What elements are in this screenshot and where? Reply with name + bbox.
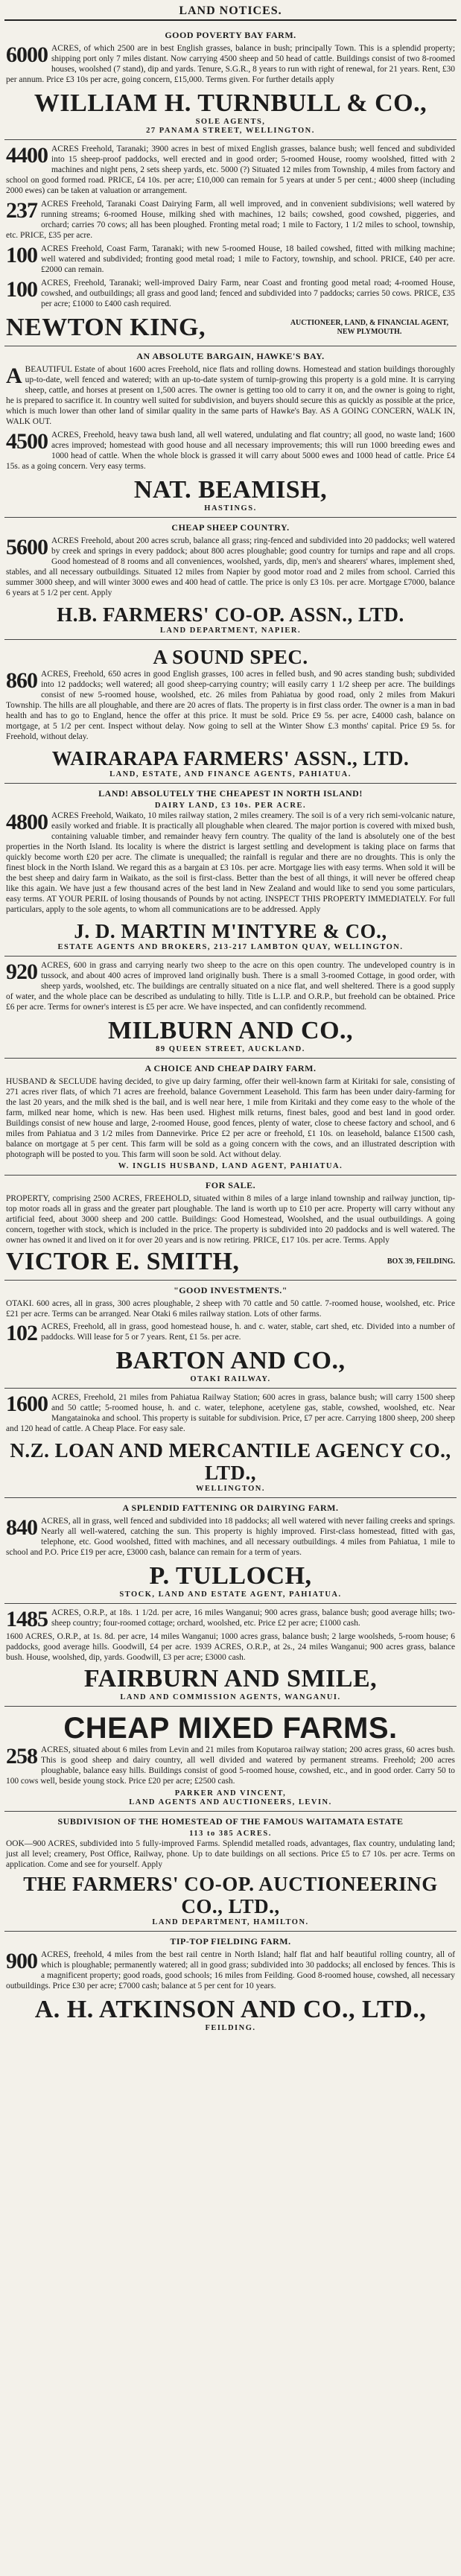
ad-mixed-farms bbox=[4, 1707, 457, 1812]
ad-cheap-sheep bbox=[4, 518, 457, 640]
lead-number: 100 bbox=[6, 277, 37, 302]
ad-title: CHEAP MIXED FARMS. bbox=[63, 1712, 398, 1745]
lead-number: 900 bbox=[6, 1949, 37, 1973]
ad-headline: GOOD POVERTY BAY FARM. bbox=[165, 30, 296, 40]
ad-text: ACRES, of which 2500 are in best English grasses, balance in bush; principally Town. This is a splendid property; shipping port only 7 miles distant. Now carrying 4500 sheep and 50 head of cattle. Buildings consist of two 8-roomed houses, woolshed (7 stand), dip and yards. Tenure, S.G.R., 8 years to run with right of renewal, for 21 years. Rent, £30 per annum. Price £3 10s per acre, going concern, £15,000. Terms given. For further details apply bbox=[6, 44, 455, 84]
agent-address: LAND, ESTATE, AND FINANCE AGENTS, PAHIATUA. bbox=[109, 770, 352, 778]
ad-feilding-farm bbox=[4, 1932, 457, 2037]
ad-nz-loan bbox=[4, 1389, 457, 1498]
ad-paragraph bbox=[6, 1392, 455, 1434]
agent-plain: W. INGLIS HUSBAND, LAND AGENT, PAHIATUA. bbox=[118, 1162, 343, 1170]
agent-row bbox=[6, 314, 455, 341]
agent-address: LAND AGENTS AND AUCTIONEERS, LEVIN. bbox=[129, 1798, 332, 1806]
agent-name: THE FARMERS' CO-OP. AUCTIONEERING CO., LTD., bbox=[23, 1873, 438, 1917]
agent-name: N.Z. LOAN AND MERCANTILE AGENCY CO., LTD., bbox=[10, 1439, 451, 1484]
ad-headline: FOR SALE. bbox=[205, 1180, 256, 1190]
agent-address: ESTATE AGENTS AND BROKERS, 213-217 LAMBTON QUAY, WELLINGTON. bbox=[57, 943, 404, 951]
agent-address: FEILDING. bbox=[205, 2024, 256, 2032]
ad-dairy-farm bbox=[4, 1059, 457, 1176]
ad-paragraph: PROPERTY, comprising 2500 ACRES, FREEHOLD, situated within 8 miles of a large inland township and railway junction, tip-top motor roads all in grass and the greater part ploughable. The land is worth up to £10 per acre. Property will carry without any artificial feed, about 3000 sheep and 200 cattle. Buildings: Good Homestead, Woolshed, and the usual outbuildings. A going concern, together with stock, which is included in the price. The property is subdivided into 20 paddocks and is well watered. The owner has owned it and lived on it for over 20 years and is now retiring. PRICE, £17 10s. per acre. Terms. Apply bbox=[6, 1194, 455, 1245]
ad-hawkes-bay bbox=[4, 346, 457, 518]
agent-description: BOX 39, FEILDING. bbox=[387, 1257, 455, 1266]
lead-number: 920 bbox=[6, 959, 37, 984]
ad-paragraph bbox=[6, 1607, 455, 1631]
agent-address: 27 PANAMA STREET, WELLINGTON. bbox=[146, 127, 315, 135]
ad-text: ACRES, Freehold, all in grass, good homestead house, h. and c. water, stable, cart shed, etc. Divided into a number of paddocks. Will lease for 5 or 7 years. Rent, £1 5s. per acre. bbox=[41, 1322, 455, 1342]
ad-text: ACRES, situated about 6 miles from Levin and 21 miles from Koputaroa railway station; 200 acres grass, 60 acres bush. This is good sheep and dairy country, all well divided and watered by permanent streams. Freehold; 200 acres ploughable, balance easy hills. Buildings consist of good 5-roomed house, cowshed, etc., and in good order. Carry 50 to 100 cows well, beside young stock. Price £20 per acre; £2500 cash. bbox=[6, 1745, 455, 1786]
ad-headline: A SPLENDID FATTENING OR DAIRYING FARM. bbox=[122, 1503, 339, 1513]
ad-text: ACRES, Freehold, Taranaki; well-improved Dairy Farm, near Coast and fronting good metal road; 4-roomed House, cowshed, and outbuildings; all grass and good land; fenced and subdivided into 7 paddocks; carries 50 cows. PRICE, £35 per acre; £1000 to £400 cash required. bbox=[41, 279, 455, 308]
agent-name: VICTOR E. SMITH, bbox=[6, 1248, 240, 1275]
ad-paragraph bbox=[6, 1745, 455, 1786]
agent-name: BARTON AND CO., bbox=[115, 1347, 346, 1374]
ad-paragraph bbox=[6, 43, 455, 85]
ad-paragraph bbox=[6, 1950, 455, 1991]
ad-headline: SUBDIVISION OF THE HOMESTEAD OF THE FAMOUS WAITAMATA ESTATE bbox=[57, 1816, 404, 1827]
lead-number: 237 bbox=[6, 198, 37, 223]
agent-address: STOCK, LAND AND ESTATE AGENT, PAHIATUA. bbox=[119, 1590, 342, 1599]
agent-address: 89 QUEEN STREET, AUCKLAND. bbox=[156, 1045, 305, 1053]
ad-paragraph bbox=[6, 669, 455, 742]
ad-text: ACRES, freehold, 4 miles from the best rail centre in North Island; half flat and half beautiful rolling country, all of which is ploughable; permanently watered; all in good grass; subdivided into 30 paddocks; all enclosed by fences. This is a magnificent property; good roads, good schools; 16 miles from Feilding. Good 8-roomed house, cowshed, all necessary outbuildings. Price £30 per acre; £7000 cash; balance at 5 per cent for 10 years. bbox=[6, 1950, 455, 1990]
agent-name: NEWTON KING, bbox=[6, 314, 206, 341]
ad-headline: AN ABSOLUTE BARGAIN, HAWKE'S BAY. bbox=[136, 351, 325, 361]
ad-text: ACRES Freehold, about 200 acres scrub, balance all grass; ring-fenced and subdivided into 20 paddocks; well watered by creek and springs in every paddock; about 800 acres ploughable; good country for turnips and rape and all crops. Good homestead of 8 rooms and all conveniences, woolshed, yards, dip, men's and shearers' whares, implement shed, stables, and all necessary outbuildings. Situated 12 miles from Napier by good motor road and 2 miles from school. Carried this summer 3000 sheep, and will winter 3000 ewes and 400 head of cattle. The price is only £3 10s. per acre. Mortgage £7000, balance 6 years at 5 1/2 per cent. Apply bbox=[6, 536, 455, 597]
ad-text: ACRES Freehold, Waikato, 10 miles railway station, 2 miles creamery. The soil is of a very rich semi-volcanic nature, easily worked and friable. It is practically all ploughable when cleared. The major portion is covered with mixed bush, containing valuable timber, and remainder heavy fern country. The quality of the land is absolutely one of the best properties in the North Island. Its locality is where the district is largest settling and development is taking place on farms that quickly become worth £20 per acre. The climate is unequalled; the rainfall is regular and there are no droughts. This is only the finest block in the North Island. We regard this as a bargain at £3 10s. per acre. Mortgage lies with easy terms. When sold it will be the best sheep and dairy farm in Waikato, as the soil is first-class. Better than the best of all things, it will never be offered cheap like this again. We have just a few thousand acres of the best land in New Zealand and would like to send you some particulars, easy terms. AT YOUR PERIL of losing thousands of Pounds by not acting. INSPECT THIS PROPERTY IMMEDIATELY. For full particulars, apply to the sole agents, to whom all communications are to be addressed. Apply bbox=[6, 811, 455, 914]
ad-headline: TIP-TOP FIELDING FARM. bbox=[170, 1936, 291, 1947]
ad-paragraph bbox=[6, 960, 455, 1012]
agent-address: HASTINGS. bbox=[204, 504, 257, 513]
lead-number: 840 bbox=[6, 1515, 37, 1540]
ad-paragraph bbox=[6, 430, 455, 472]
ad-paragraph bbox=[6, 1516, 455, 1558]
ad-paragraph bbox=[6, 364, 455, 427]
ad-headline: LAND! ABSOLUTELY THE CHEAPEST IN NORTH ISLAND! bbox=[98, 788, 363, 799]
ad-text: ACRES, O.R.P., at 18s. 1 1/2d. per acre, 16 miles Wanganui; 900 acres grass, balance bush; good average hills; two-sheep country; four-roomed cottage; orchard, woolshed, etc. Price £2 per acre; £1000 cash. bbox=[51, 1608, 455, 1628]
ad-paragraph: OTAKI. 600 acres, all in grass, 300 acres ploughable, 2 sheep with 70 cattle and 50 cattle. 7-roomed house, woolshed, etc. Price £21 per acre. Terms can be arranged. Near Otaki 6 miles railway station. Lots of other farms. bbox=[6, 1299, 455, 1319]
ad-subhead: DAIRY LAND, £3 10s. PER ACRE. bbox=[154, 802, 307, 810]
ad-text: ACRES, Freehold, heavy tawa bush land, all well watered, undulating and flat country; all good, no waste land; 1600 acres improved; homestead with good house and all necessary improvements; this will run 1000 breeding ewes and 1000 head of cattle. When the whole block is grassed it will carry about 5000 ewes and 1000 head of cattle. Price £4 15s. as a going concern. Very easy terms. bbox=[6, 431, 455, 471]
ad-paragraph: HUSBAND & SECLUDE having decided, to give up dairy farming, offer their well-known farm at Kiritaki for sale, consisting of 271 acres river flats, of which 71 acres are freehold, balance Government Leasehold. This farm has been under dairy-farming for the last 20 years, and the milk shed is the bail, and is well near here, 1 mile from Kiritaki and they come easy to the whole of the farm, milked near home, which is new. Has been used. Highest milk returns, finest bales, good and best land in good order. Buildings consist of new house and large, 2-roomed House, good fences, plenty of water, close to cheese factory and school, and 6 miles from Pahiatua and 3 1/2 miles from Dannevirke. Price £2 per acre or freehold, £1 10s. on leasehold, balance £1500 cash, balance on mortgage at 5 per cent. This farm will be sold as a going concern with the cows, and an illustrated description with photograph will be posted to you. This farm will soon be sold. Act without delay. bbox=[6, 1077, 455, 1159]
ad-poverty-bay bbox=[4, 25, 457, 140]
agent-name: WILLIAM H. TURNBULL & CO., bbox=[34, 89, 427, 117]
ad-headline: A CHOICE AND CHEAP DAIRY FARM. bbox=[144, 1063, 317, 1073]
lead-number: 258 bbox=[6, 1744, 37, 1768]
agent-name: NAT. BEAMISH, bbox=[133, 476, 328, 504]
ad-milburn bbox=[4, 957, 457, 1059]
lead-number: 1485 bbox=[6, 1607, 48, 1631]
ad-text: ACRES, 600 in grass and carrying nearly two sheep to the acre on this open country. The undeveloped country is in tussock, and about 400 acres of improved land originally bush. There is a small 3-roomed Cottage, in good order, with sheep yards, woolshed, etc. The buildings are centrally situated on a nice flat, and well sheltered. There is a good supply of water, and the whole place can be described as undulating to hilly. Title is L.I.P. and O.R.P., but freehold can be obtained. Price £6 per acre. Terms for owner's interest is £5 per acre. We have inspected, and can confidently recommend. bbox=[6, 961, 455, 1012]
agent-name: MILBURN AND CO., bbox=[107, 1017, 354, 1044]
ad-headline-large: A SOUND SPEC. bbox=[153, 646, 308, 668]
lead-number: 4800 bbox=[6, 810, 48, 834]
lead-number: 5600 bbox=[6, 535, 48, 559]
agent-address: LAND AND COMMISSION AGENTS, WANGANUI. bbox=[120, 1693, 341, 1701]
ad-paragraph bbox=[6, 144, 455, 196]
agent-name: WAIRARAPA FARMERS' ASSN., LTD. bbox=[51, 747, 410, 770]
ad-headline: "GOOD INVESTMENTS." bbox=[174, 1285, 287, 1295]
ad-good-investments bbox=[4, 1281, 457, 1389]
ad-paragraph: OOK—900 ACRES, subdivided into 5 fully-improved Farms. Splendid metalled roads, advantages, flax country, undulating land; just all level; creamery, Post Office, Railway, phone. Up to date buildings on all sections. Price £5 to £7 10s. per acre. Terms on application. Come and see for yourself. Apply bbox=[6, 1839, 455, 1869]
agent-sub: SOLE AGENTS, bbox=[195, 118, 266, 126]
ad-paragraph: 1600 ACRES, O.R.P., at 1s. 8d. per acre, 14 miles Wanganui; 1000 acres grass, balance bush; 2 large woolsheds, 5-room house; 6 paddocks, good average hills. Goodwill, £4 per acre. 1939 ACRES, O.R.P., at 2s., 24 miles Wanganui; 900 acres grass, balance bush. House, woolshed, dip, yards. Goodwill, £3 per acre; £3000 cash. bbox=[6, 1632, 455, 1662]
agent-name: P. TULLOCH, bbox=[149, 1562, 312, 1590]
lead-number: 100 bbox=[6, 243, 37, 267]
agent-name: PARKER AND VINCENT, bbox=[174, 1789, 287, 1798]
agent-name: A. H. ATKINSON AND CO., LTD., bbox=[34, 1996, 427, 2023]
ad-wanganui bbox=[4, 1604, 457, 1707]
agent-name: H.B. FARMERS' CO-OP. ASSN., LTD. bbox=[57, 603, 404, 626]
ad-paragraph bbox=[6, 244, 455, 275]
ad-text: ACRES, all in grass, well fenced and subdivided into 18 paddocks; all well watered with never failing creeks and springs. Nearly all well-watered, catching the sun. This property is highly improved. First-class homestead, fitted with gas, telephone, etc. Good woolshed, fitted with machines, and all necessary outbuildings. 4 miles from Pahiatua, 1 mile to school and P.O. Price £19 per acre, £3000 cash, balance can remain for a term of years. bbox=[6, 1517, 455, 1557]
ad-headline: CHEAP SHEEP COUNTRY. bbox=[171, 522, 290, 533]
ad-north-island bbox=[4, 784, 457, 957]
ad-waitamata-estate bbox=[4, 1812, 457, 1932]
ad-text: ACRES Freehold, Coast Farm, Taranaki; with new 5-roomed House, 18 bailed cowshed, fitted with milking machine; well watered and subdivided; fronting good metal road; 1 mile to Factory, township, and school. PRICE, £40 per acre. £2000 can remain. bbox=[41, 244, 455, 274]
ad-taranaki bbox=[4, 140, 457, 346]
ad-paragraph bbox=[6, 199, 455, 241]
ad-fattening-farm bbox=[4, 1498, 457, 1604]
section-masthead: LAND NOTICES. bbox=[4, 4, 457, 21]
ad-text: ACRES Freehold, Taranaki Coast Dairying Farm, all well improved, and in convenient subdivisions; well watered by running streams; 6-roomed House, milking shed with machines, 12 bails; cowshed, good cowshed, piggeries, and orchard; carries 70 cows; all has been ploughed. Fronting metal road; 1 mile to Factory, 1 1/2 miles to school, township, etc. PRICE, £35 per acre. bbox=[6, 200, 455, 240]
ad-paragraph bbox=[6, 1321, 455, 1345]
ad-paragraph bbox=[6, 536, 455, 598]
agent-name: FAIRBURN AND SMILE, bbox=[83, 1665, 378, 1693]
agent-row bbox=[6, 1249, 455, 1275]
lead-number: 4400 bbox=[6, 143, 48, 168]
agent-address: LAND DEPARTMENT, HAMILTON. bbox=[152, 1918, 309, 1926]
lead-number: 1600 bbox=[6, 1392, 48, 1416]
agent-description: AUCTIONEER, LAND, & FINANCIAL AGENT, NEW PLYMOUTH. bbox=[290, 319, 449, 336]
ad-text: ACRES, Freehold, 650 acres in good English grasses, 100 acres in felled bush, and 90 acres standing bush; subdivided into 12 paddocks; well watered; all good sheep-carrying country; will easily carry 1 1/2 sheep per acre. The buildings consist of new 5-roomed house, woolshed, etc. 26 miles from Pahiatua by good road, only 2 miles from Makuri Township. The hills are all ploughable, and there are 20 acres of flats. The property is in first class order. The owner is a man in bad health and has to go to England, hence the offer at this price. It must be sold. Price £9 5s. per acre, £4000 cash, balance on mortgage, at 5 1/2 per cent. Inspect without delay. Now going to sell at the Winter Show £.3 months' capital. Price £9 5s. for Freehold, without delay. bbox=[6, 670, 455, 741]
ad-text: BEAUTIFUL Estate of about 1600 acres Freehold, nice flats and rolling downs. Homestead and station buildings thoroughly up-to-date, well fenced and watered; with an up-to-date system of turnip-growing this property is a gold mine. It is carrying sheep, cattle, and horses at present on 1,500 acres. The owner is getting too old to carry it on, and the owner is going to right, he is prepared to sacrifice it. In country well suited for subdivision, and buyers should secure this as quickly as possible at the price, which is much lower than other land of similar quality in the same parts of Hawke's Bay. AS A GOING CONCERN, WALK IN, WALK OUT. bbox=[6, 365, 455, 426]
ad-paragraph bbox=[6, 810, 455, 915]
ad-text: ACRES Freehold, Taranaki; 3900 acres in best of mixed English grasses, balance bush; well fenced and subdivided into 15 sheep-proof paddocks, well erected and in good order; 5-roomed House, roomy woolshed, fitted with 2 machines and night pens, 2 sets sheep yards, etc. 5000 (?) Situated 12 miles from Township, 4 miles from factory and school on good formed road. PRICE, £4 10s. per acre; £10,000 can remain for 5 years at under 5 per cent.; 4000 sheep (including 2000 ewes) can be taken at valuation or arrangement. bbox=[6, 145, 455, 195]
lead-number: A bbox=[6, 364, 22, 388]
lead-number: 102 bbox=[6, 1321, 37, 1345]
agent-address: WELLINGTON. bbox=[195, 1485, 266, 1493]
lead-number: 4500 bbox=[6, 429, 48, 454]
ad-for-sale bbox=[4, 1176, 457, 1281]
lead-number: 6000 bbox=[6, 42, 48, 67]
ad-subhead: 113 to 385 ACRES. bbox=[189, 1830, 272, 1838]
ad-text: ACRES, Freehold, 21 miles from Pahiatua Railway Station; 600 acres in grass, balance bush; will carry 1500 sheep and 50 cattle; 5-roomed house, h. and c. water, telephone, acetylene gas, stable, cowshed, woolshed, etc. Near Mangatainoka and school. This property is suitable for subdivision. Price, £7 per acre. Carrying 1800 sheep, 200 sheep and 120 head of cattle. A Cheap Place. For easy sale. bbox=[6, 1393, 455, 1433]
ad-sound-spec bbox=[4, 640, 457, 784]
ad-paragraph bbox=[6, 278, 455, 309]
agent-address: LAND DEPARTMENT, NAPIER. bbox=[159, 626, 302, 635]
lead-number: 860 bbox=[6, 668, 37, 693]
agent-name: J. D. MARTIN M'INTYRE & CO., bbox=[74, 920, 387, 942]
agent-address: OTAKI RAILWAY. bbox=[190, 1375, 271, 1383]
